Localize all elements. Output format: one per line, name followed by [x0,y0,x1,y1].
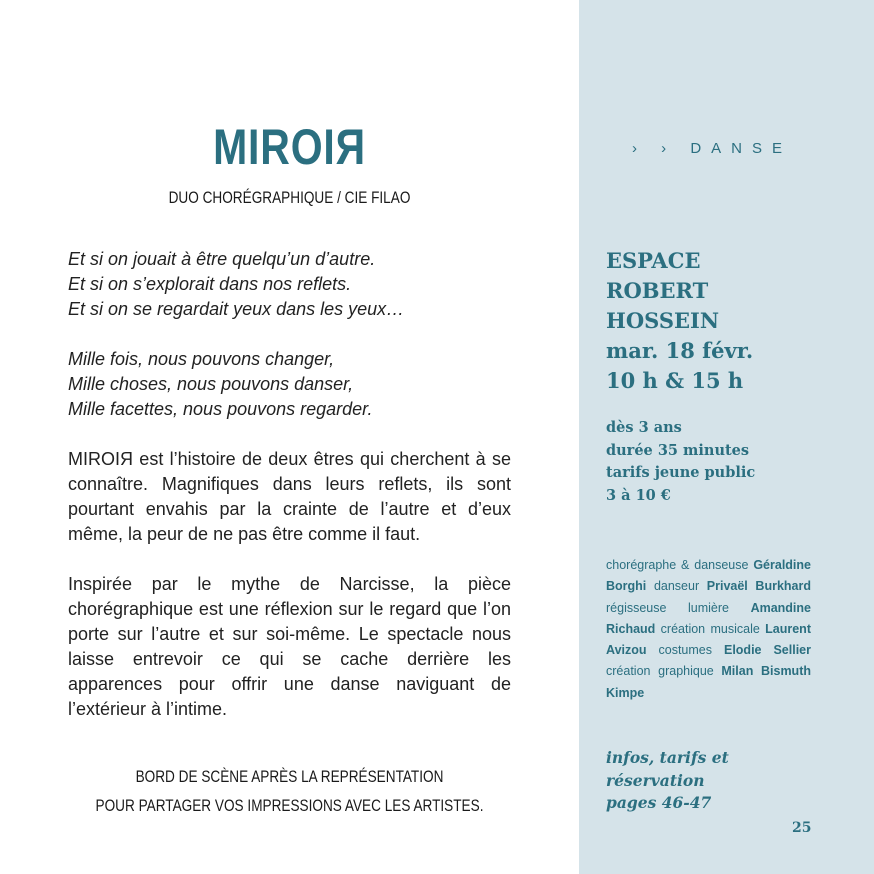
credit-role: chorégraphe & danseuse [606,558,749,572]
page-number: 25 [792,820,812,836]
poem-stanza-1 [68,247,528,322]
price-label: tarifs jeune public [606,464,756,481]
credit-role: costumes [658,643,712,658]
credit-name: Privaël Burkhard [706,579,811,594]
credit-role: création musicale [660,621,760,636]
credit-name: Géraldine Borghi [606,558,811,594]
event-date: mar. 18 févr. [606,338,754,363]
footer-note-line-1: BORD DE SCÈNE APRÈS LA REPRÉSENTATION [135,767,444,786]
venue-block [606,246,846,396]
description-paragraph-1: MIROIЯ est l’histoire de deux êtres qui cherchent à se connaître. Magnifiques dans leurs reflets, ils sont pourtant envahis par la crainte de l’autre et d’eux même, la peur de ne pas être comme il faut. [68,449,511,544]
poem-line: Et si on se regardait yeux dans les yeux… [68,299,405,319]
reservation-info [606,747,826,815]
category-label: › › DANSE [632,140,793,157]
price-range: 3 à 10 € [606,486,671,504]
poem-stanza-2 [68,347,528,422]
poem-line: Mille fois, nous pouvons changer, [68,349,335,369]
page-title: MIROIЯ [213,119,366,175]
credit-role: régisseuse lumière [606,600,729,615]
credit-role: danseur [653,579,700,594]
reservation-line: infos, tarifs et [606,748,729,767]
reservation-line: pages 46-47 [606,793,712,812]
event-time: 10 h & 15 h [606,368,744,393]
credits-block [606,555,811,704]
poem-line: Et si on jouait à être quelqu’un d’autre. [68,249,376,269]
description-paragraph-2: Inspirée par le mythe de Narcisse, la pièce chorégraphique est une réflexion sur le regard que l’on porte sur l’autre et sur soi-même. Le spectacle nous laisse entrevoir ce qui se cache derrière les apparences pour offrir une danse naviguant de l’extérieur à l’intime. [68,574,511,719]
credit-name: Elodie Sellier [723,643,811,658]
poem-line: Et si on s’explorait dans nos reflets. [68,274,352,294]
venue-line: HOSSEIN [606,308,720,333]
company-subtitle: DUO CHORÉGRAPHIQUE / CIE FILAO [168,188,411,207]
age-info: dès 3 ans [606,419,682,436]
poem-line: Mille facettes, nous pouvons regarder. [68,399,373,419]
footer-note-line-2: POUR PARTAGER VOS IMPRESSIONS AVEC LES ARTISTES. [95,796,484,815]
duration-info: durée 35 minutes [606,441,750,459]
venue-line: ESPACE [606,248,701,273]
credit-role: création graphique [606,664,714,679]
credit-name: Milan Bismuth Kimpe [606,664,811,700]
poem-line: Mille choses, nous pouvons danser, [68,374,354,394]
credit-name: Laurent Avizou [606,621,811,658]
event-info [606,417,846,507]
reservation-line: réservation [606,770,705,790]
venue-line: ROBERT [606,278,709,303]
credit-name: Amandine Richaud [606,600,811,636]
